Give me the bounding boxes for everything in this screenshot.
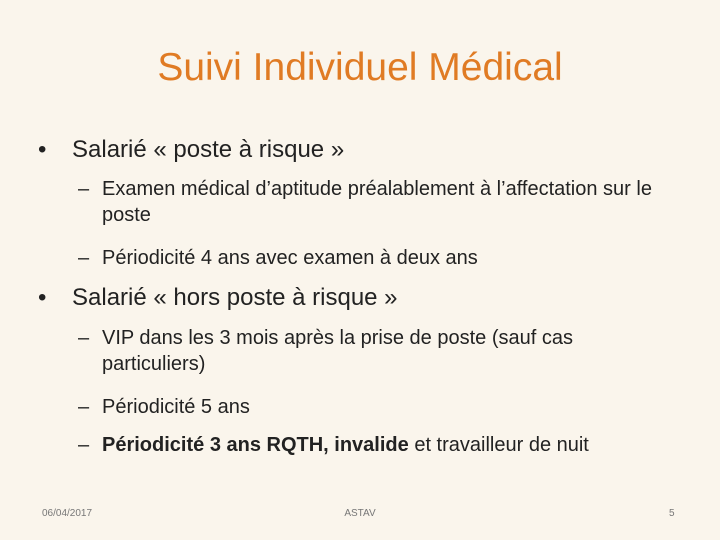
sub-item-examen xyxy=(78,176,680,228)
sub-item-periodicite-3 xyxy=(78,432,680,458)
bullet-dot: • xyxy=(38,136,47,163)
sub-item-bold-text: Périodicité 3 ans RQTH, invalide xyxy=(102,434,409,456)
dash-marker: – xyxy=(78,434,90,456)
dash-marker: – xyxy=(78,396,90,418)
sub-item-periodicite-5 xyxy=(78,394,680,420)
footer-center: ASTAV xyxy=(344,508,376,519)
sub-item-periodicite-4 xyxy=(78,245,680,271)
slide-title: Suivi Individuel Médical xyxy=(157,46,563,89)
sub-item-text: Périodicité 5 ans xyxy=(102,396,250,418)
dash-marker: – xyxy=(78,327,90,349)
sub-item-text: et travailleur de nuit xyxy=(408,434,589,456)
sub-item-text: VIP dans les 3 mois après la prise de poste (sauf cas particuliers) xyxy=(102,327,573,375)
sub-item-text: Examen médical d’aptitude préalablement à l’affectation sur le poste xyxy=(102,178,652,226)
sub-item-vip xyxy=(78,325,680,377)
footer-date: 06/04/2017 xyxy=(42,508,93,519)
bullet-text: Salarié « hors poste à risque » xyxy=(72,284,398,311)
bullet-hors-poste-a-risque xyxy=(38,283,398,313)
footer-page-number: 5 xyxy=(669,508,675,519)
dash-marker: – xyxy=(78,247,90,269)
dash-marker: – xyxy=(78,178,90,200)
bullet-text: Salarié « poste à risque » xyxy=(72,136,345,163)
bullet-dot: • xyxy=(38,284,47,311)
sub-item-text: Périodicité 4 ans avec examen à deux ans xyxy=(102,247,478,269)
bullet-poste-a-risque xyxy=(38,135,344,165)
